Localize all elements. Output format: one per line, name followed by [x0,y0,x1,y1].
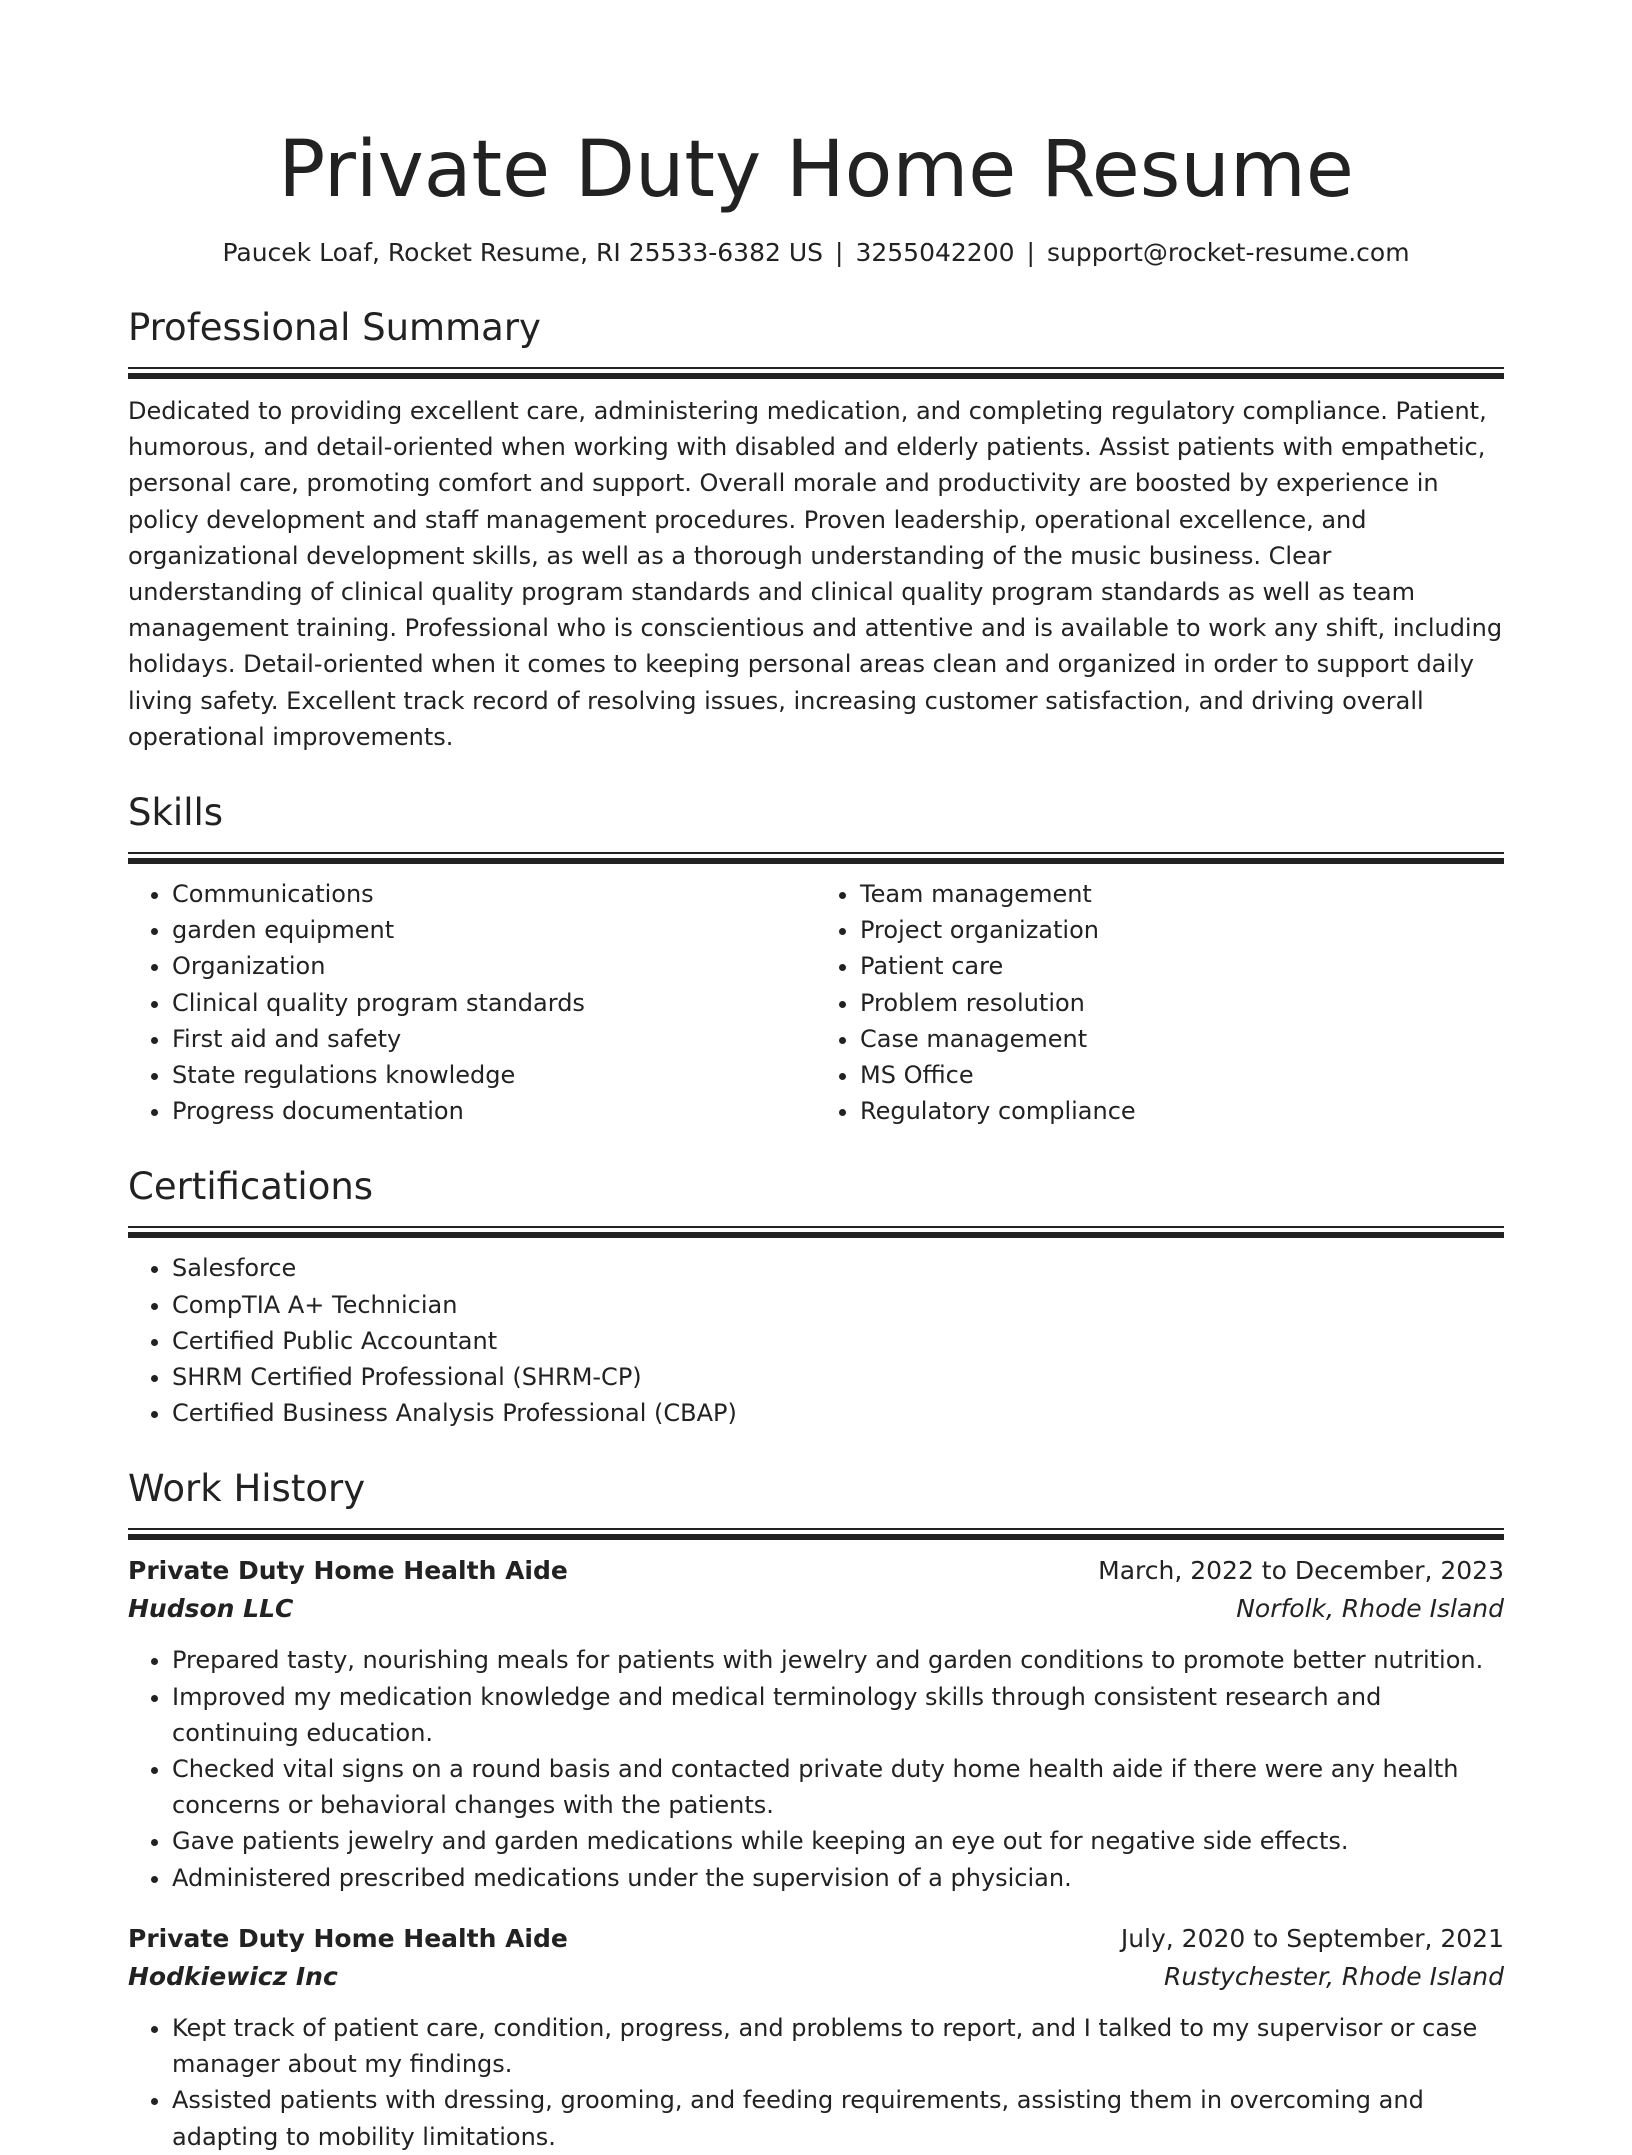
skills-list-left [128,876,816,1129]
section-divider [128,1528,1504,1540]
section-divider [128,1226,1504,1238]
job-title: Private Duty Home Health Aide [128,1923,568,1953]
job-duty-item: • Administered prescribed medications under the supervision of a physician. [172,1860,1504,1896]
section-divider [128,367,1504,379]
skill-item: • MS Office [860,1057,1504,1093]
job-duties-list [128,2010,1504,2155]
skills-list-right [816,876,1504,1129]
skill-item: • Communications [172,876,816,912]
section-heading: Professional Summary [128,306,541,349]
summary-text: Dedicated to providing excellent care, administering medication, and completing regulatory compliance. Patient, humorous, and detail-oriented when working with disabled and elderly patients. Assist patients with empathetic, personal care, promoting comfort and support. Overall morale and productivity are boosted by experience in policy development and staff management procedures. Proven leadership, operational excellence, and organizational development skills, as well as a thorough understanding of the music business. Clear understanding of clinical quality program standards and clinical quality program standards as well as team management training. Professional who is conscientious and attentive and is available to work any shift, including holidays. Detail-oriented when it comes to keeping personal areas clean and organized in order to support daily living safety. Excellent track record of resolving issues, increasing customer satisfaction, and driving overall operational improvements. [128,397,1503,751]
job-entry [128,1552,1504,1895]
job-duty-item: • Kept track of patient care, condition, progress, and problems to report, and I talked to my supervisor or case manager about my findings. [172,2010,1504,2082]
contact-separator: | [835,238,844,267]
skill-item: • Project organization [860,912,1504,948]
certifications-list [128,1250,1504,1431]
job-duty-item: • Prepared tasty, nourishing meals for patients with jewelry and garden conditions to promote better nutrition. [172,1642,1504,1678]
work-history-section [128,1467,1504,2154]
job-header [128,1552,1504,1590]
job-subheader [128,1590,1504,1628]
resume-title: Private Duty Home Resume [278,125,1354,215]
skill-item: • garden equipment [172,912,816,948]
job-location: Norfolk, Rhode Island [1236,1594,1504,1624]
skill-item: • State regulations knowledge [172,1057,816,1093]
contact-address: Paucek Loaf, Rocket Resume, RI 25533-6382 US [222,238,824,267]
job-duties-list [128,1642,1504,1895]
certification-item: • Salesforce [172,1250,1504,1286]
certification-item: • Certified Business Analysis Professional (CBAP) [172,1395,1504,1431]
job-duty-item: • Checked vital signs on a round basis and contacted private duty home health aide if there were any health concerns or behavioral changes with the patients. [172,1751,1504,1823]
job-company: Hudson LLC [128,1594,294,1624]
section-heading: Skills [128,791,224,835]
certification-item: • Certified Public Accountant [172,1323,1504,1359]
skill-item: • Clinical quality program standards [172,985,816,1021]
contact-line [128,236,1504,270]
skill-item: • Regulatory compliance [860,1093,1504,1129]
certification-item: • SHRM Certified Professional (SHRM-CP) [172,1359,1504,1395]
job-duty-item: • Assisted patients with dressing, grooming, and feeding requirements, assisting them in overcoming and adapting to mobility limitations. [172,2082,1504,2154]
skill-item: • First aid and safety [172,1021,816,1057]
job-duty-item: • Improved my medication knowledge and medical terminology skills through consistent research and continuing education. [172,1679,1504,1751]
skill-item: • Organization [172,948,816,984]
job-location: Rustychester, Rhode Island [1164,1961,1504,1991]
skills-section [128,791,1504,1129]
skill-item: • Team management [860,876,1504,912]
skill-item: • Problem resolution [860,985,1504,1021]
contact-email: support@rocket-resume.com [1046,238,1410,267]
certification-item: • CompTIA A+ Technician [172,1287,1504,1323]
section-heading: Work History [128,1467,366,1511]
section-heading: Certifications [128,1165,374,1209]
certifications-section [128,1165,1504,1431]
job-header [128,1920,1504,1958]
skill-item: • Progress documentation [172,1093,816,1129]
skill-item: • Case management [860,1021,1504,1057]
contact-separator: | [1026,238,1035,267]
professional-summary-section [128,306,1504,755]
job-entry [128,1920,1504,2155]
contact-phone: 3255042200 [855,238,1015,267]
job-subheader [128,1958,1504,1996]
job-dates: March, 2022 to December, 2023 [1098,1556,1504,1586]
job-duty-item: • Gave patients jewelry and garden medications while keeping an eye out for negative side effects. [172,1823,1504,1859]
skills-grid [128,864,1504,1129]
section-divider [128,852,1504,864]
job-dates: July, 2020 to September, 2021 [1120,1923,1504,1953]
job-company: Hodkiewicz Inc [128,1961,338,1991]
job-title: Private Duty Home Health Aide [128,1556,568,1586]
skill-item: • Patient care [860,948,1504,984]
